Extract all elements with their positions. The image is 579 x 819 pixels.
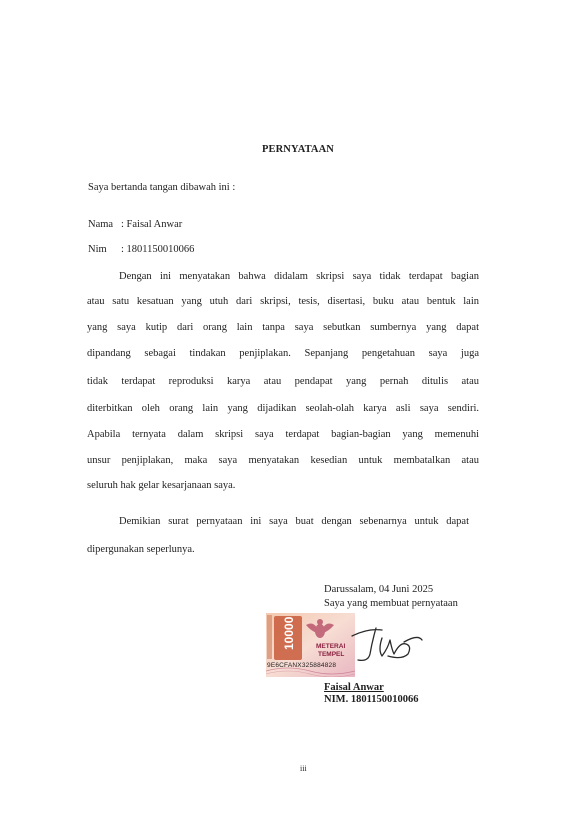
stamp-value: 10000 xyxy=(282,616,296,650)
paragraph-line: Demikian surat pernyataan ini saya buat dengan sebenarnya untuk dapat xyxy=(119,516,469,527)
intro-text: Saya bertanda tangan dibawah ini : xyxy=(88,182,236,193)
meterai-stamp xyxy=(266,613,355,677)
nim-value: : 1801150010066 xyxy=(121,244,195,255)
paragraph-line: unsur penjiplakan, maka saya menyatakan kesedian untuk membatalkan atau xyxy=(87,455,479,466)
stamp-label-meterai: METERAI xyxy=(316,643,346,650)
nim-label: Nim xyxy=(88,244,107,255)
paragraph-line: Apabila ternyata dalam skripsi saya terdapat bagian-bagian yang memenuhi xyxy=(87,429,479,440)
paragraph-line: atau satu kesatuan yang utuh dari skripsi, tesis, disertasi, buku atau bentuk lain xyxy=(87,296,479,307)
signer-name: Faisal Anwar xyxy=(324,682,384,693)
name-value: : Faisal Anwar xyxy=(121,219,183,230)
stamp-serial-code: 9E6CFANX325884828 xyxy=(267,662,337,669)
paragraph-line: dipergunakan seperlunya. xyxy=(87,544,195,555)
name-label: Nama xyxy=(88,219,114,230)
stamp-label-tempel: TEMPEL xyxy=(318,651,345,658)
paragraph-line: Dengan ini menyatakan bahwa didalam skripsi saya tidak terdapat bagian xyxy=(119,271,479,282)
page-title: PERNYATAAN xyxy=(262,144,334,155)
paragraph-line: yang saya kutip dari orang lain tanpa saya sebutkan sumbernya yang dapat xyxy=(87,322,479,333)
paragraph-line: seluruh hak gelar kesarjanaan saya. xyxy=(87,480,236,491)
place-date: Darussalam, 04 Juni 2025 xyxy=(324,584,434,595)
signer-nim: NIM. 1801150010066 xyxy=(324,694,419,705)
paragraph-line: dipandang sebagai tindakan penjiplakan. Sepanjang pengetahuan saya juga xyxy=(87,348,479,359)
page-number: iii xyxy=(300,764,307,773)
paragraph-line: diterbitkan oleh orang lain yang dijadikan seolah-olah karya asli saya sendiri. xyxy=(87,403,479,414)
handwritten-signature xyxy=(348,620,426,664)
paragraph-line: tidak terdapat reproduksi karya atau pendapat yang pernah ditulis atau xyxy=(87,376,479,387)
signer-statement: Saya yang membuat pernyataan xyxy=(324,598,458,609)
